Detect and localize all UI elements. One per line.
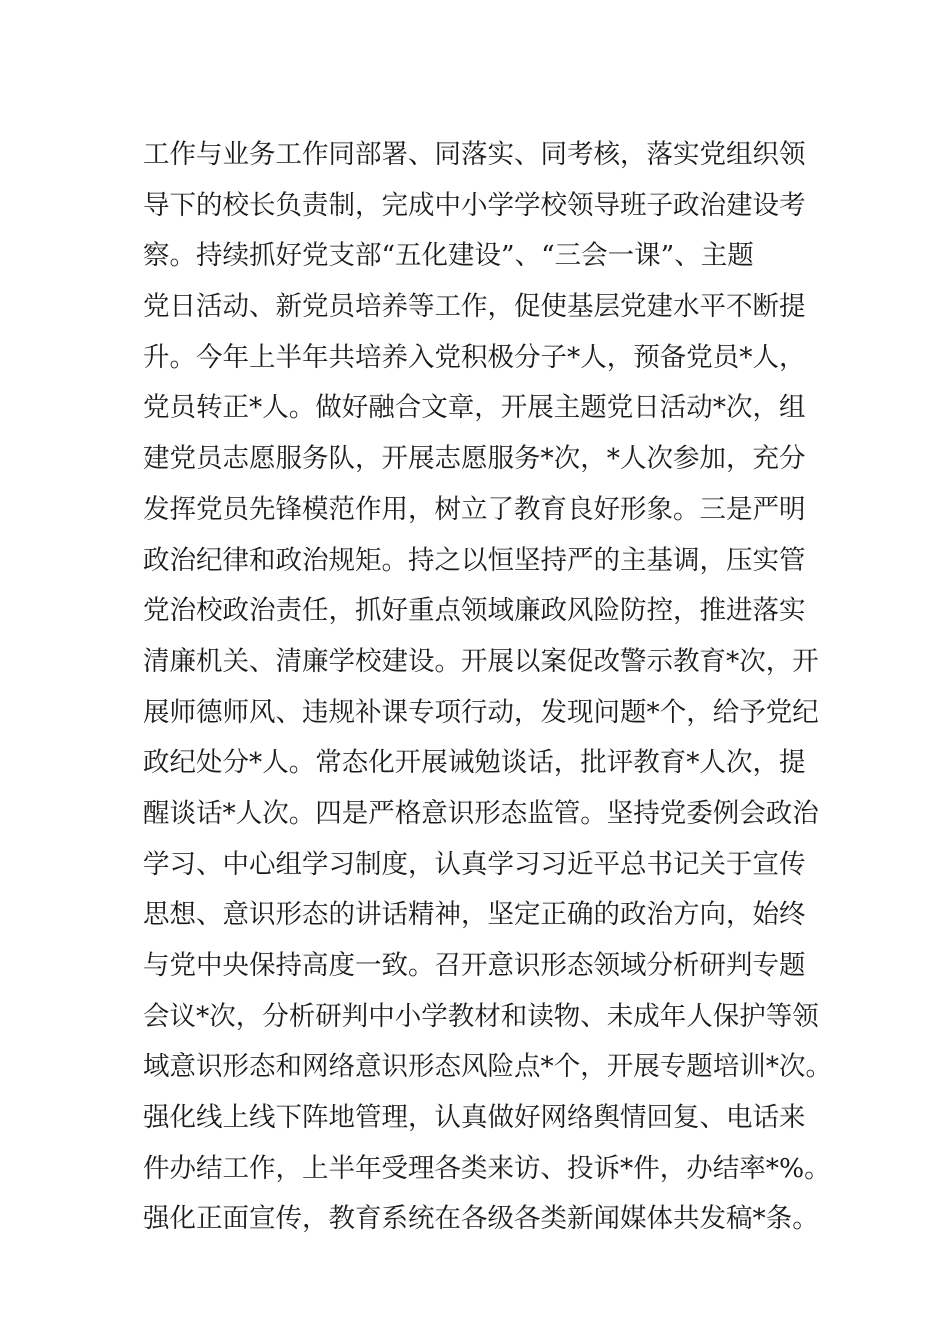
text-line: 强化正面宣传，教育系统在各级各类新闻媒体共发稿*条。 [143, 1203, 819, 1235]
body-text [143, 130, 843, 1245]
text-line: 会议*次，分析研判中小学教材和读物、未成年人保护等领 [143, 1000, 819, 1032]
text-line: 醒谈话*人次。四是严格意识形态监管。坚持党委例会政治 [143, 797, 819, 829]
text-line: 清廉机关、清廉学校建设。开展以案促改警示教育*次，开 [143, 645, 819, 677]
text-line: 察。持续抓好党支部“五化建设”、“三会一课”、主题 [143, 240, 754, 272]
text-line: 政纪处分*人。常态化开展诫勉谈话，批评教育*人次，提 [143, 747, 806, 779]
text-line: 思想、意识形态的讲话精神，坚定正确的政治方向，始终 [143, 899, 806, 931]
text-line: 政治纪律和政治规矩。持之以恒坚持严的主基调，压实管 [143, 544, 806, 576]
text-line: 党治校政治责任，抓好重点领域廉政风险防控，推进落实 [143, 595, 806, 627]
text-line: 工作与业务工作同部署、同落实、同考核，落实党组织领 [143, 139, 806, 170]
text-line: 升。今年上半年共培养入党积极分子*人，预备党员*人， [143, 341, 806, 373]
text-line: 展师德师风、违规补课专项行动，发现问题*个，给予党纪 [143, 696, 819, 728]
text-line: 发挥党员先锋模范作用，树立了教育良好形象。三是严明 [143, 493, 806, 525]
text-line: 强化线上线下阵地管理，认真做好网络舆情回复、电话来 [143, 1102, 806, 1134]
text-line: 学习、中心组学习制度，认真学习习近平总书记关于宣传 [143, 848, 806, 880]
text-line: 域意识形态和网络意识形态风险点*个，开展专题培训*次。 [143, 1051, 832, 1083]
text-line: 党日活动、新党员培养等工作，促使基层党建水平不断提 [143, 291, 806, 323]
text-line: 建党员志愿服务队，开展志愿服务*次，*人次参加，充分 [143, 443, 806, 475]
text-line: 导下的校长负责制，完成中小学学校领导班子政治建设考 [143, 189, 806, 221]
text-line: 党员转正*人。做好融合文章，开展主题党日活动*次，组 [143, 392, 806, 424]
text-line: 件办结工作，上半年受理各类来访、投诉*件，办结率*%。 [143, 1152, 831, 1184]
text-line: 与党中央保持高度一致。召开意识形态领域分析研判专题 [143, 950, 806, 981]
